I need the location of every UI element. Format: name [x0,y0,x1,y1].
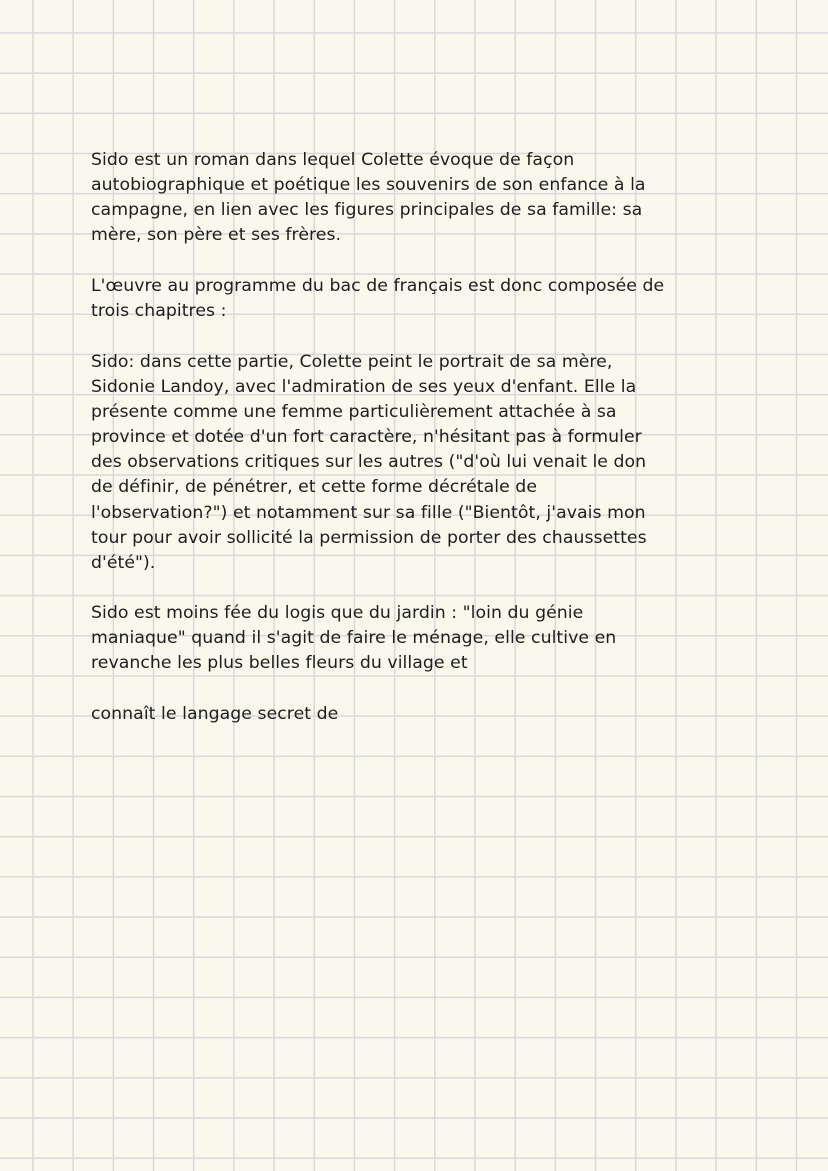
paragraph-garden [91,601,721,676]
text-line: Sido est un roman dans lequel Colette évoque de façon [91,150,575,170]
text-line: campagne, en lien avec les figures principales de sa famille: sa [91,200,643,221]
text-line: l'observation?") et notamment sur sa fille ("Bientôt, j'avais mon [91,502,646,523]
text-line: maniaque" quand il s'agit de faire le ménage, elle cultive en [91,628,617,649]
paragraph-sido-chapter [91,350,721,576]
text-line: Sido est moins fée du logis que du jardin : "loin du génie [91,603,584,623]
paragraph-continuation [91,702,721,727]
text-line: Sido: dans cette partie, Colette peint le portrait de sa mère, [91,352,613,372]
text-line: connaît le langage secret de [91,704,339,724]
text-line: présente comme une femme particulièrement attachée à sa [91,402,617,423]
text-line: autobiographique et poétique les souvenirs de son enfance à la [91,175,646,196]
text-line: des observations critiques sur les autres ("d'où lui venait le don [91,452,647,473]
text-line: d'été"). [91,552,156,573]
text-line: mère, son père et ses frères. [91,225,342,246]
paragraph-composition [91,274,721,324]
text-line: tour pour avoir sollicité la permission de porter des chaussettes [91,527,647,548]
text-line: revanche les plus belles fleurs du village et [91,653,468,674]
text-line: province et dotée d'un fort caractère, n'hésitant pas à formuler [91,427,642,448]
text-line: trois chapitres : [91,301,227,322]
text-line: de définir, de pénétrer, et cette forme décrétale de [91,477,538,498]
paragraph-introduction [91,148,721,248]
text-line: L'œuvre au programme du bac de français est donc composée de [91,276,665,296]
text-line: Sidonie Landoy, avec l'admiration de ses yeux d'enfant. Elle la [91,377,637,398]
